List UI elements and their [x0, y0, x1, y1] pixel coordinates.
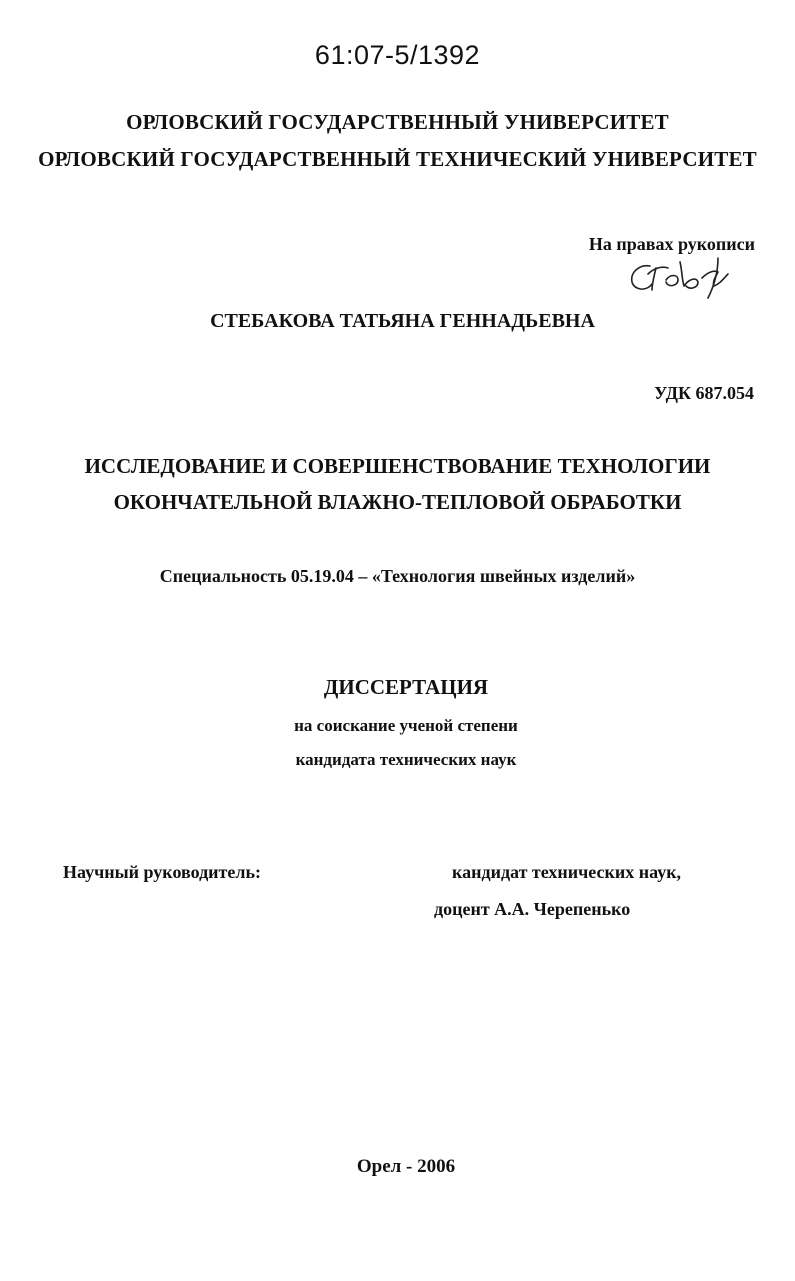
university-name-2: ОРЛОВСКИЙ ГОСУДАРСТВЕННЫЙ ТЕХНИЧЕСКИЙ УНИВЕРСИТЕТ [38, 147, 757, 171]
author-name: СТЕБАКОВА ТАТЬЯНА ГЕННАДЬЕВНА [210, 310, 595, 332]
document-type: ДИССЕРТАЦИЯ [323, 675, 489, 699]
specialty-line: Специальность 05.19.04 – «Технология швейных изделий» [159, 566, 636, 586]
dissertation-title-line-2: ОКОНЧАТЕЛЬНОЙ ВЛАЖНО-ТЕПЛОВОЙ ОБРАБОТКИ [113, 490, 682, 514]
handwritten-signature [622, 254, 742, 300]
advisor-name: доцент А.А. Черепенько [434, 899, 631, 919]
dissertation-title-line-1: ИССЛЕДОВАНИЕ И СОВЕРШЕНСТВОВАНИЕ ТЕХНОЛОГИИ [84, 454, 711, 478]
advisor-degree: кандидат технических наук, [452, 862, 682, 882]
degree-line-2: кандидата технических наук [295, 750, 517, 769]
degree-line-1: на соискание ученой степени [294, 716, 518, 735]
manuscript-rights-note: На правах рукописи [588, 234, 755, 254]
university-name-1: ОРЛОВСКИЙ ГОСУДАРСТВЕННЫЙ УНИВЕРСИТЕТ [126, 110, 669, 134]
catalog-number: 61:07-5/1392 [314, 40, 481, 70]
city-year: Орел - 2006 [356, 1156, 456, 1177]
advisor-label: Научный руководитель: [63, 862, 261, 882]
udc-code: УДК 687.054 [654, 383, 754, 403]
